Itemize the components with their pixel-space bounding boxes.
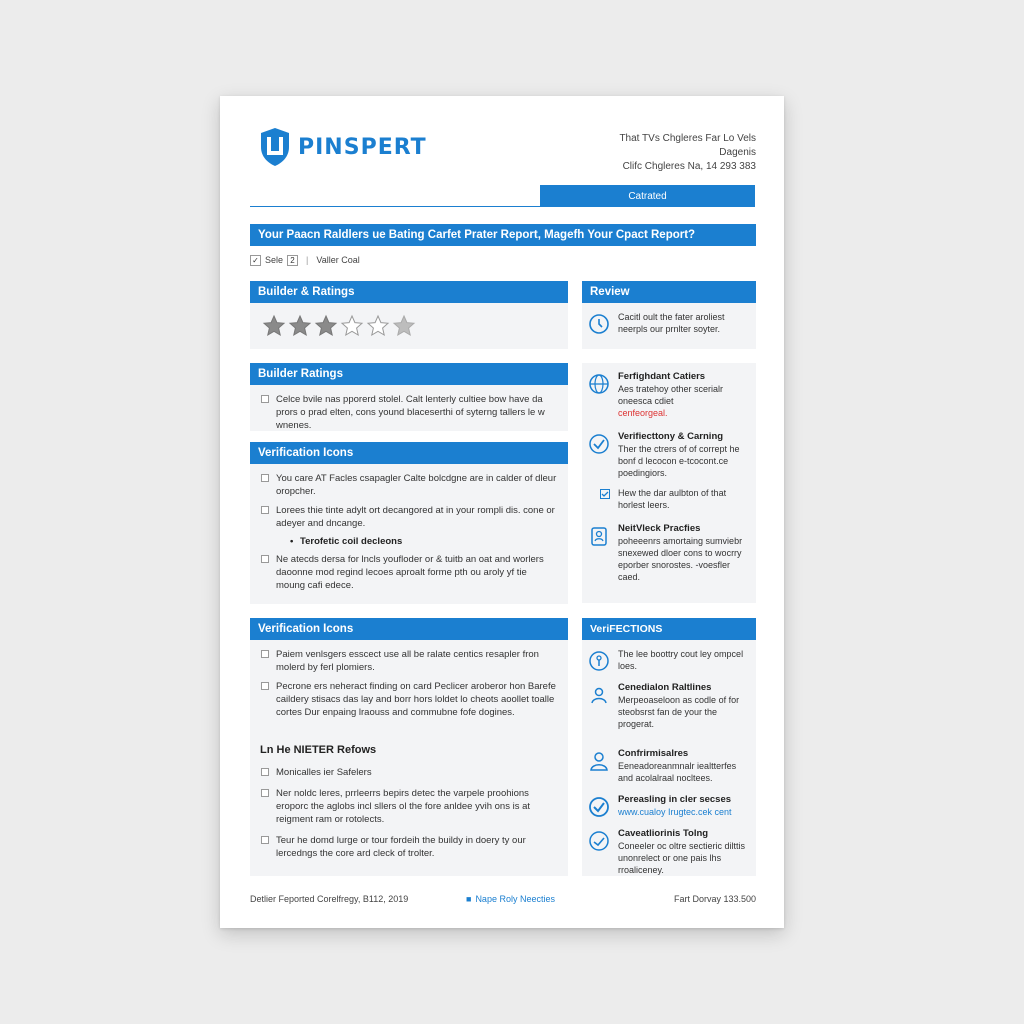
- section-body: [250, 385, 568, 431]
- verified-badge-icon: [588, 796, 610, 818]
- checkbox[interactable]: [261, 682, 269, 690]
- clock-icon: [588, 313, 610, 335]
- list-item: [250, 648, 558, 674]
- section-body: [582, 303, 756, 349]
- feature-text: Coneeler oc oltre sectieric dilttis unonrelect or one pais lhs rroaliceney.: [618, 841, 746, 875]
- builder-ratings-card: [250, 281, 568, 349]
- feature-item: [582, 431, 750, 479]
- header-address: [619, 132, 756, 174]
- feature-title: Cenedialon Raltlines: [618, 682, 712, 693]
- header-line: Dagenis: [719, 147, 756, 158]
- list-item-text: Celce bvile nas pporerd stolel. Calt lenterly cultiee bow have da prors o prad elten, cons yound blaceserthi of syterng tallers le w wnenes.: [276, 394, 545, 431]
- header-line: Clifc Chgleres Na, 14 293 383: [622, 161, 756, 172]
- builder-ratings-list-card: [250, 363, 568, 431]
- list-item: [250, 553, 558, 592]
- section-body: [250, 464, 568, 604]
- bullet-item: • Terofetic coil decleons: [250, 536, 558, 547]
- report-title: Your Paacn Raldlers ue Bating Carfet Prater Report, Magefh Your Cpact Report?: [250, 224, 756, 246]
- star-filled-icon[interactable]: [288, 314, 312, 338]
- stars-row: [262, 314, 416, 338]
- star-empty-icon[interactable]: [366, 314, 390, 338]
- map-pin-icon: [588, 650, 610, 672]
- feature-item: [582, 371, 750, 419]
- checkbox[interactable]: [261, 650, 269, 658]
- feature-text: poheeenrs amortaing sumviebr snexewed dloer cons to wocrry eporber snorostes. -voesfler caed.: [618, 536, 743, 582]
- list-item-text: You care AT Facles csapagler Calte bolcdgne are in calder of dleur oropcher.: [276, 473, 557, 497]
- checkbox[interactable]: [261, 836, 269, 844]
- checkbox[interactable]: [261, 474, 269, 482]
- globe-icon: [588, 373, 610, 395]
- feature-text: The lee boottry cout ley ompcel loes.: [618, 649, 744, 671]
- section-heading: Builder Ratings: [250, 363, 568, 385]
- checkbox[interactable]: [261, 395, 269, 403]
- list-item-text: Ne atecds dersa for lncls youfloder or & tuitb an oat and worlers daoonne mod regind lecoes aproalt forme pth ou aroly yf tie moung cafi edece.: [276, 554, 544, 591]
- star-filled-icon[interactable]: [314, 314, 338, 338]
- list-item-text: Teur he domd lurge or tour fordeih the buildy in doery ty our lercedngs the core ard cleck of trolter.: [276, 835, 526, 859]
- checkbox[interactable]: [261, 768, 269, 776]
- meta-item-label: Valler Coal: [316, 255, 360, 265]
- feature-item: [582, 794, 750, 818]
- footer-left: Detlier Feported Corelfregy, B112, 2019: [250, 894, 409, 904]
- feature-item: [582, 828, 750, 876]
- logo: [258, 124, 478, 170]
- list-item: [250, 472, 558, 498]
- review-card: [582, 281, 756, 349]
- list-item-text: Pecrone ers neheract finding on card Peclicer aroberor hon Barefe caildery stisacs das lay and borr hors loldet lo cheots aoollet toalle cortes Dur enpaing lraouss and commubne fofe dogines.: [276, 681, 556, 718]
- feature-title: NeitVleck Pracfies: [618, 523, 701, 534]
- feature-item: [582, 523, 750, 583]
- feature-link[interactable]: www.cualoy Irugtec.cek cent: [618, 807, 732, 817]
- checkbox[interactable]: [261, 506, 269, 514]
- list-item-text: Monicalles ier Safelers: [276, 767, 372, 778]
- section-body: [582, 640, 756, 748]
- footer-right: Fart Dorvay 133.500: [673, 894, 756, 904]
- list-item: [250, 834, 568, 860]
- review-item: [582, 311, 750, 335]
- section-heading: Review: [582, 281, 756, 303]
- feature-alert: cenfeorgeal.: [618, 408, 668, 418]
- user-group-icon: [588, 684, 610, 706]
- star-empty-icon[interactable]: [392, 314, 416, 338]
- feature-text: Ther the ctrers of of corrept he bonf d lecocon e-tcocont.ce poedingiors.: [618, 444, 740, 478]
- feature-text: Eeneadoreanmnalr iealtterfes and acolalraal nocltees.: [618, 761, 737, 783]
- section-heading: Builder & Ratings: [250, 281, 568, 303]
- header-divider: [250, 206, 540, 207]
- feature-title: Verifiecttony & Carning: [618, 431, 724, 442]
- list-item-text: Lorees thie tinte adylt ort decangored at in your rompli dis. cone or adeyer and dncange.: [276, 505, 555, 529]
- star-filled-icon[interactable]: [262, 314, 286, 338]
- checkbox[interactable]: [261, 789, 269, 797]
- shield-logo-icon: [258, 127, 292, 167]
- list-item: [250, 680, 558, 719]
- person-icon: [588, 750, 610, 772]
- feature-title: Pereasling in cler secses: [618, 794, 732, 805]
- footer-link[interactable]: Nape Roly Neecties: [475, 894, 555, 904]
- separator: |: [306, 255, 309, 265]
- list-item: [250, 393, 558, 432]
- list-item: [250, 787, 568, 826]
- feature-text: Merpeoaseloon as codle of for steobsrst fan de your the progerat.: [618, 695, 740, 729]
- feature-item: [582, 487, 750, 511]
- footer-center[interactable]: [466, 894, 555, 904]
- verifications-card: [582, 618, 756, 748]
- meta-item-label: Sele: [265, 255, 284, 265]
- section-heading: Ln He NIETER Refows: [260, 744, 377, 756]
- list-item: [250, 766, 568, 779]
- checkbox-checked[interactable]: ✓: [250, 255, 261, 266]
- section-heading: Verification Icons: [250, 618, 568, 640]
- list-item-text: Paiem venlsgers esscect use all be ralate centics resapler fron molerd by ferl plomiers.: [276, 649, 539, 673]
- number-box: 2: [287, 255, 298, 266]
- section-body: [250, 640, 568, 748]
- later-reviews-card: [250, 740, 568, 876]
- info-icon: ■: [466, 894, 472, 904]
- report-page: [220, 96, 784, 928]
- bottom-right-list: [582, 740, 756, 876]
- meta-row: [250, 251, 360, 269]
- feature-item: [582, 682, 750, 730]
- logo-text: PINSPERT: [298, 134, 427, 160]
- feature-text: Aes tratehoy other scerialr oneesca cdiet: [618, 384, 724, 406]
- feature-title: Caveatliorinis Tolng: [618, 828, 709, 839]
- list-item-text: Ner noldc leres, prrleerrs bepirs detec the varpele proohions eroporc the aglobs incl sllers ol the fore anldee yvih ons is at reigment ram or rotolects.: [276, 788, 530, 825]
- checkbox[interactable]: [261, 555, 269, 563]
- feature-title: Confrirmisalres: [618, 748, 689, 759]
- small-check-icon: [600, 489, 610, 499]
- right-features-list: [582, 363, 756, 603]
- star-rating[interactable]: [250, 303, 568, 349]
- verification-icons-card: [250, 442, 568, 604]
- star-empty-icon[interactable]: [340, 314, 364, 338]
- shield-check-icon: [588, 830, 610, 852]
- section-heading: VeriFECTIONS: [582, 618, 756, 640]
- feature-item: [582, 648, 750, 672]
- profile-card-icon: [588, 525, 610, 547]
- verification-icons-card-2: [250, 618, 568, 748]
- review-text: Cacitl oult the fater aroliest neerpls our prnlter soyter.: [618, 312, 725, 334]
- feature-item: [582, 748, 750, 784]
- feature-text: Hew the dar aulbton of that horlest leers.: [618, 488, 727, 510]
- header-line: That TVs Chgleres Far Lo Vels: [619, 133, 756, 144]
- section-heading: Verification Icons: [250, 442, 568, 464]
- feature-title: Ferfighdant Catiers: [618, 371, 706, 382]
- checkmark-circle-icon: [588, 433, 610, 455]
- status-tab[interactable]: Catrated: [540, 185, 755, 207]
- list-item: [250, 504, 558, 530]
